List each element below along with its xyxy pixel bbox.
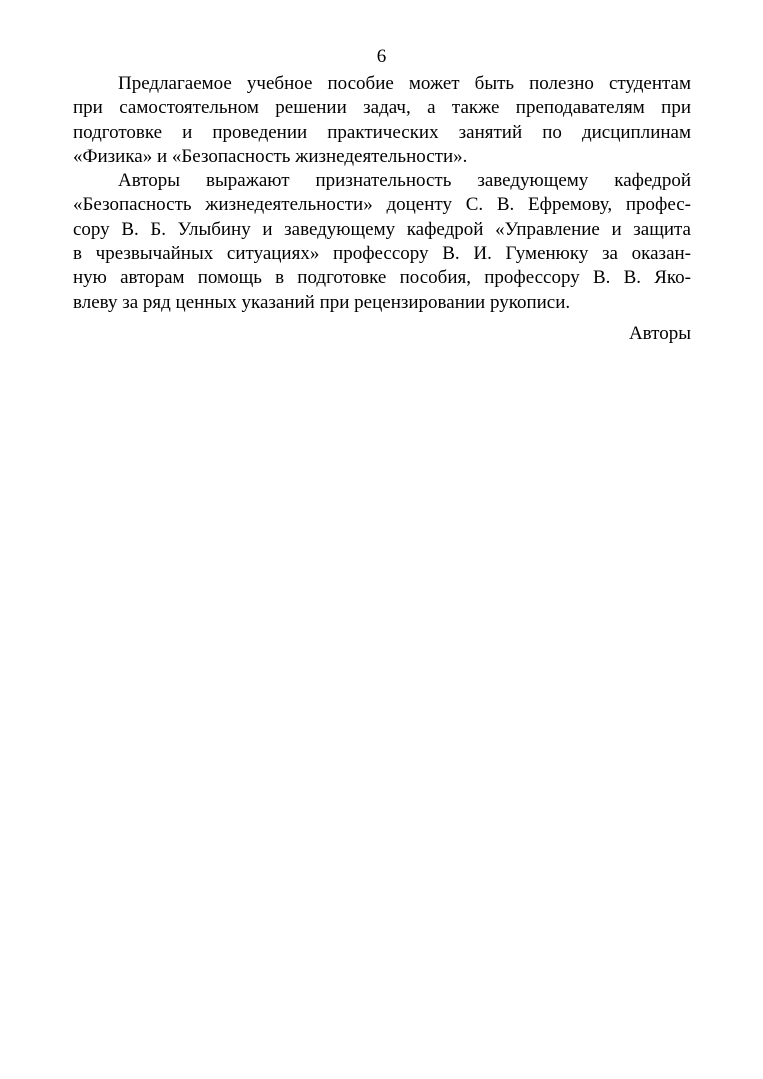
paragraph-purpose: [73, 72, 691, 169]
text-line: сору В. Б. Улыбину и заведующему кафедрой «Управление и защита: [73, 218, 691, 240]
text-line: влеву за ряд ценных указаний при рецензировании рукописи.: [73, 291, 571, 313]
text-line: ную авторам помощь в подготовке пособия, профессору В. В. Яко-: [73, 267, 691, 289]
text-line: «Физика» и «Безопасность жизнедеятельности».: [73, 145, 468, 167]
signature: Авторы: [628, 322, 691, 344]
text-line: при самостоятельном решении задач, а также преподавателям при: [73, 97, 691, 119]
page-number: 6: [376, 46, 387, 67]
text-line: в чрезвычайных ситуациях» профессору В. И. Гуменюку за оказан-: [73, 243, 691, 265]
text-line: подготовке и проведении практических занятий по дисциплинам: [73, 121, 691, 143]
paragraph-acknowledgements: [73, 169, 691, 315]
body-text: [73, 72, 691, 346]
text-line: «Безопасность жизнедеятельности» доценту С. В. Ефремову, профес-: [73, 194, 691, 216]
text-line: Авторы выражают признательность заведующему кафедрой: [118, 170, 691, 192]
text-line: Предлагаемое учебное пособие может быть полезно студентам: [118, 73, 691, 94]
